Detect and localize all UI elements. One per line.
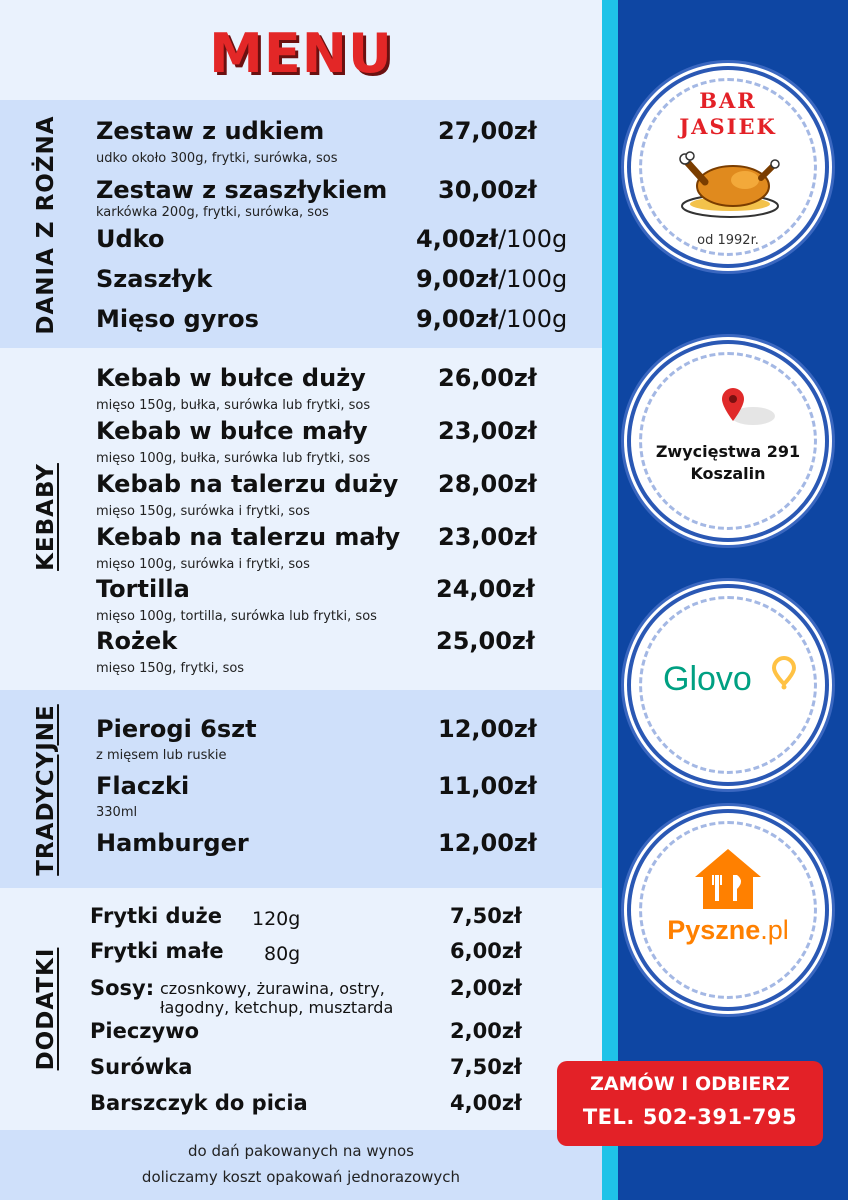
item-desc: mięso 150g, bułka, surówka lub frytki, sos [96, 398, 371, 413]
roast-chicken-icon [675, 148, 781, 220]
section-label-dodatki: DODATKI [33, 947, 59, 1071]
cyan-stripe [602, 0, 618, 1200]
addon-price: 7,50zł [450, 904, 522, 928]
address-circle [631, 344, 825, 538]
order-line1: ZAMÓW I ODBIERZ [590, 1073, 790, 1095]
item-desc: udko około 300g, frytki, surówka, sos [96, 151, 338, 166]
item-desc: karkówka 200g, frytki, surówka, sos [96, 205, 329, 220]
address-street: Zwycięstwa 291 [655, 442, 801, 461]
item-price: 23,00zł [438, 523, 537, 551]
item-name: Zestaw z udkiem [96, 117, 325, 145]
price-unit: /100g [498, 265, 568, 293]
addon-price: 7,50zł [450, 1055, 522, 1079]
item-price: 12,00zł [438, 829, 537, 857]
order-phone-box[interactable] [557, 1061, 823, 1146]
pyszne-logo-text: Pyszne.pl [667, 915, 789, 945]
item-price: 12,00zł [438, 715, 537, 743]
glovo-circle[interactable] [631, 588, 825, 782]
item-desc: mięso 100g, bułka, surówka lub frytki, sos [96, 451, 371, 466]
item-name: Mięso gyros [96, 305, 259, 333]
item-name: Zestaw z szaszłykiem [96, 176, 388, 204]
item-desc: mięso 100g, surówka i frytki, sos [96, 557, 310, 572]
item-name: Flaczki [96, 772, 190, 800]
addon-desc: czosnkowy, żurawina, ostry, [160, 979, 385, 998]
order-phone[interactable]: TEL. 502-391-795 [582, 1105, 798, 1129]
item-price: 28,00zł [438, 470, 537, 498]
section-dodatki [0, 888, 602, 1130]
section-kebaby [0, 348, 602, 690]
item-desc: mięso 100g, tortilla, surówka lub frytki, sos [96, 609, 377, 624]
addon-weight: 80g [264, 943, 301, 965]
item-name: Pierogi 6szt [96, 715, 257, 743]
item-name: Rożek [96, 627, 178, 655]
item-desc: mięso 150g, surówka i frytki, sos [96, 504, 310, 519]
glovo-logo-text: Glovo [663, 660, 752, 698]
menu-title: MENU [209, 22, 393, 85]
item-price: 26,00zł [438, 364, 537, 392]
item-name: Udko [96, 225, 165, 253]
addon-name: Surówka [90, 1055, 193, 1079]
pyszne-circle[interactable] [631, 813, 825, 1007]
item-name: Kebab na talerzu mały [96, 523, 401, 551]
section-tradycyjne [0, 690, 602, 888]
addon-name: Frytki duże [90, 904, 223, 928]
logo-line2: JASIEK [679, 114, 777, 139]
section-label-dania-z-rozna: DANIA Z ROŻNA [33, 115, 59, 335]
item-desc: z mięsem lub ruskie [96, 748, 227, 763]
item-price: 25,00zł [436, 627, 535, 655]
price-unit: /100g [498, 305, 568, 333]
footer-note [0, 1130, 602, 1200]
item-price: 23,00zł [438, 417, 537, 445]
item-name: Szaszłyk [96, 265, 213, 293]
item-price: 27,00zł [438, 117, 537, 145]
pyszne-house-icon [693, 847, 763, 911]
logo-line1: BAR [699, 88, 757, 113]
section-label-tradycyjne: TRADYCYJNE [33, 704, 59, 876]
item-desc: 330ml [96, 805, 138, 820]
map-pin-icon [719, 384, 779, 434]
addon-name: Pieczywo [90, 1019, 200, 1043]
item-name: Kebab w bułce duży [96, 364, 366, 392]
logo-circle [631, 70, 825, 264]
addon-price: 2,00zł [450, 976, 522, 1000]
item-price: 9,00zł/100g [416, 265, 568, 293]
item-price: 24,00zł [436, 575, 535, 603]
item-desc: mięso 150g, frytki, sos [96, 661, 245, 676]
logo-since: od 1992r. [697, 233, 759, 248]
addon-name: Barszczyk do picia [90, 1091, 308, 1115]
addon-price: 4,00zł [450, 1091, 522, 1115]
item-name: Kebab na talerzu duży [96, 470, 399, 498]
addon-name: Frytki małe [90, 939, 224, 963]
item-price: 30,00zł [438, 176, 537, 204]
footer-line: doliczamy koszt opakowań jednorazowych [141, 1168, 461, 1186]
glovo-pin-icon [771, 656, 797, 690]
footer-line: do dań pakowanych na wynos [188, 1142, 414, 1160]
addon-price: 2,00zł [450, 1019, 522, 1043]
item-name: Kebab w bułce mały [96, 417, 368, 445]
item-name: Tortilla [96, 575, 190, 603]
item-price: 4,00zł/100g [416, 225, 568, 253]
section-dania-z-rozna [0, 100, 602, 348]
addon-weight: 120g [252, 908, 301, 930]
section-label-kebaby: KEBABY [33, 463, 59, 571]
item-price: 9,00zł/100g [416, 305, 568, 333]
item-price: 11,00zł [438, 772, 537, 800]
price-unit: /100g [498, 225, 568, 253]
item-name: Hamburger [96, 829, 249, 857]
addon-desc: łagodny, ketchup, musztarda [160, 998, 394, 1017]
addon-name: Sosy: [90, 976, 155, 1000]
address-city: Koszalin [690, 464, 766, 483]
addon-price: 6,00zł [450, 939, 522, 963]
